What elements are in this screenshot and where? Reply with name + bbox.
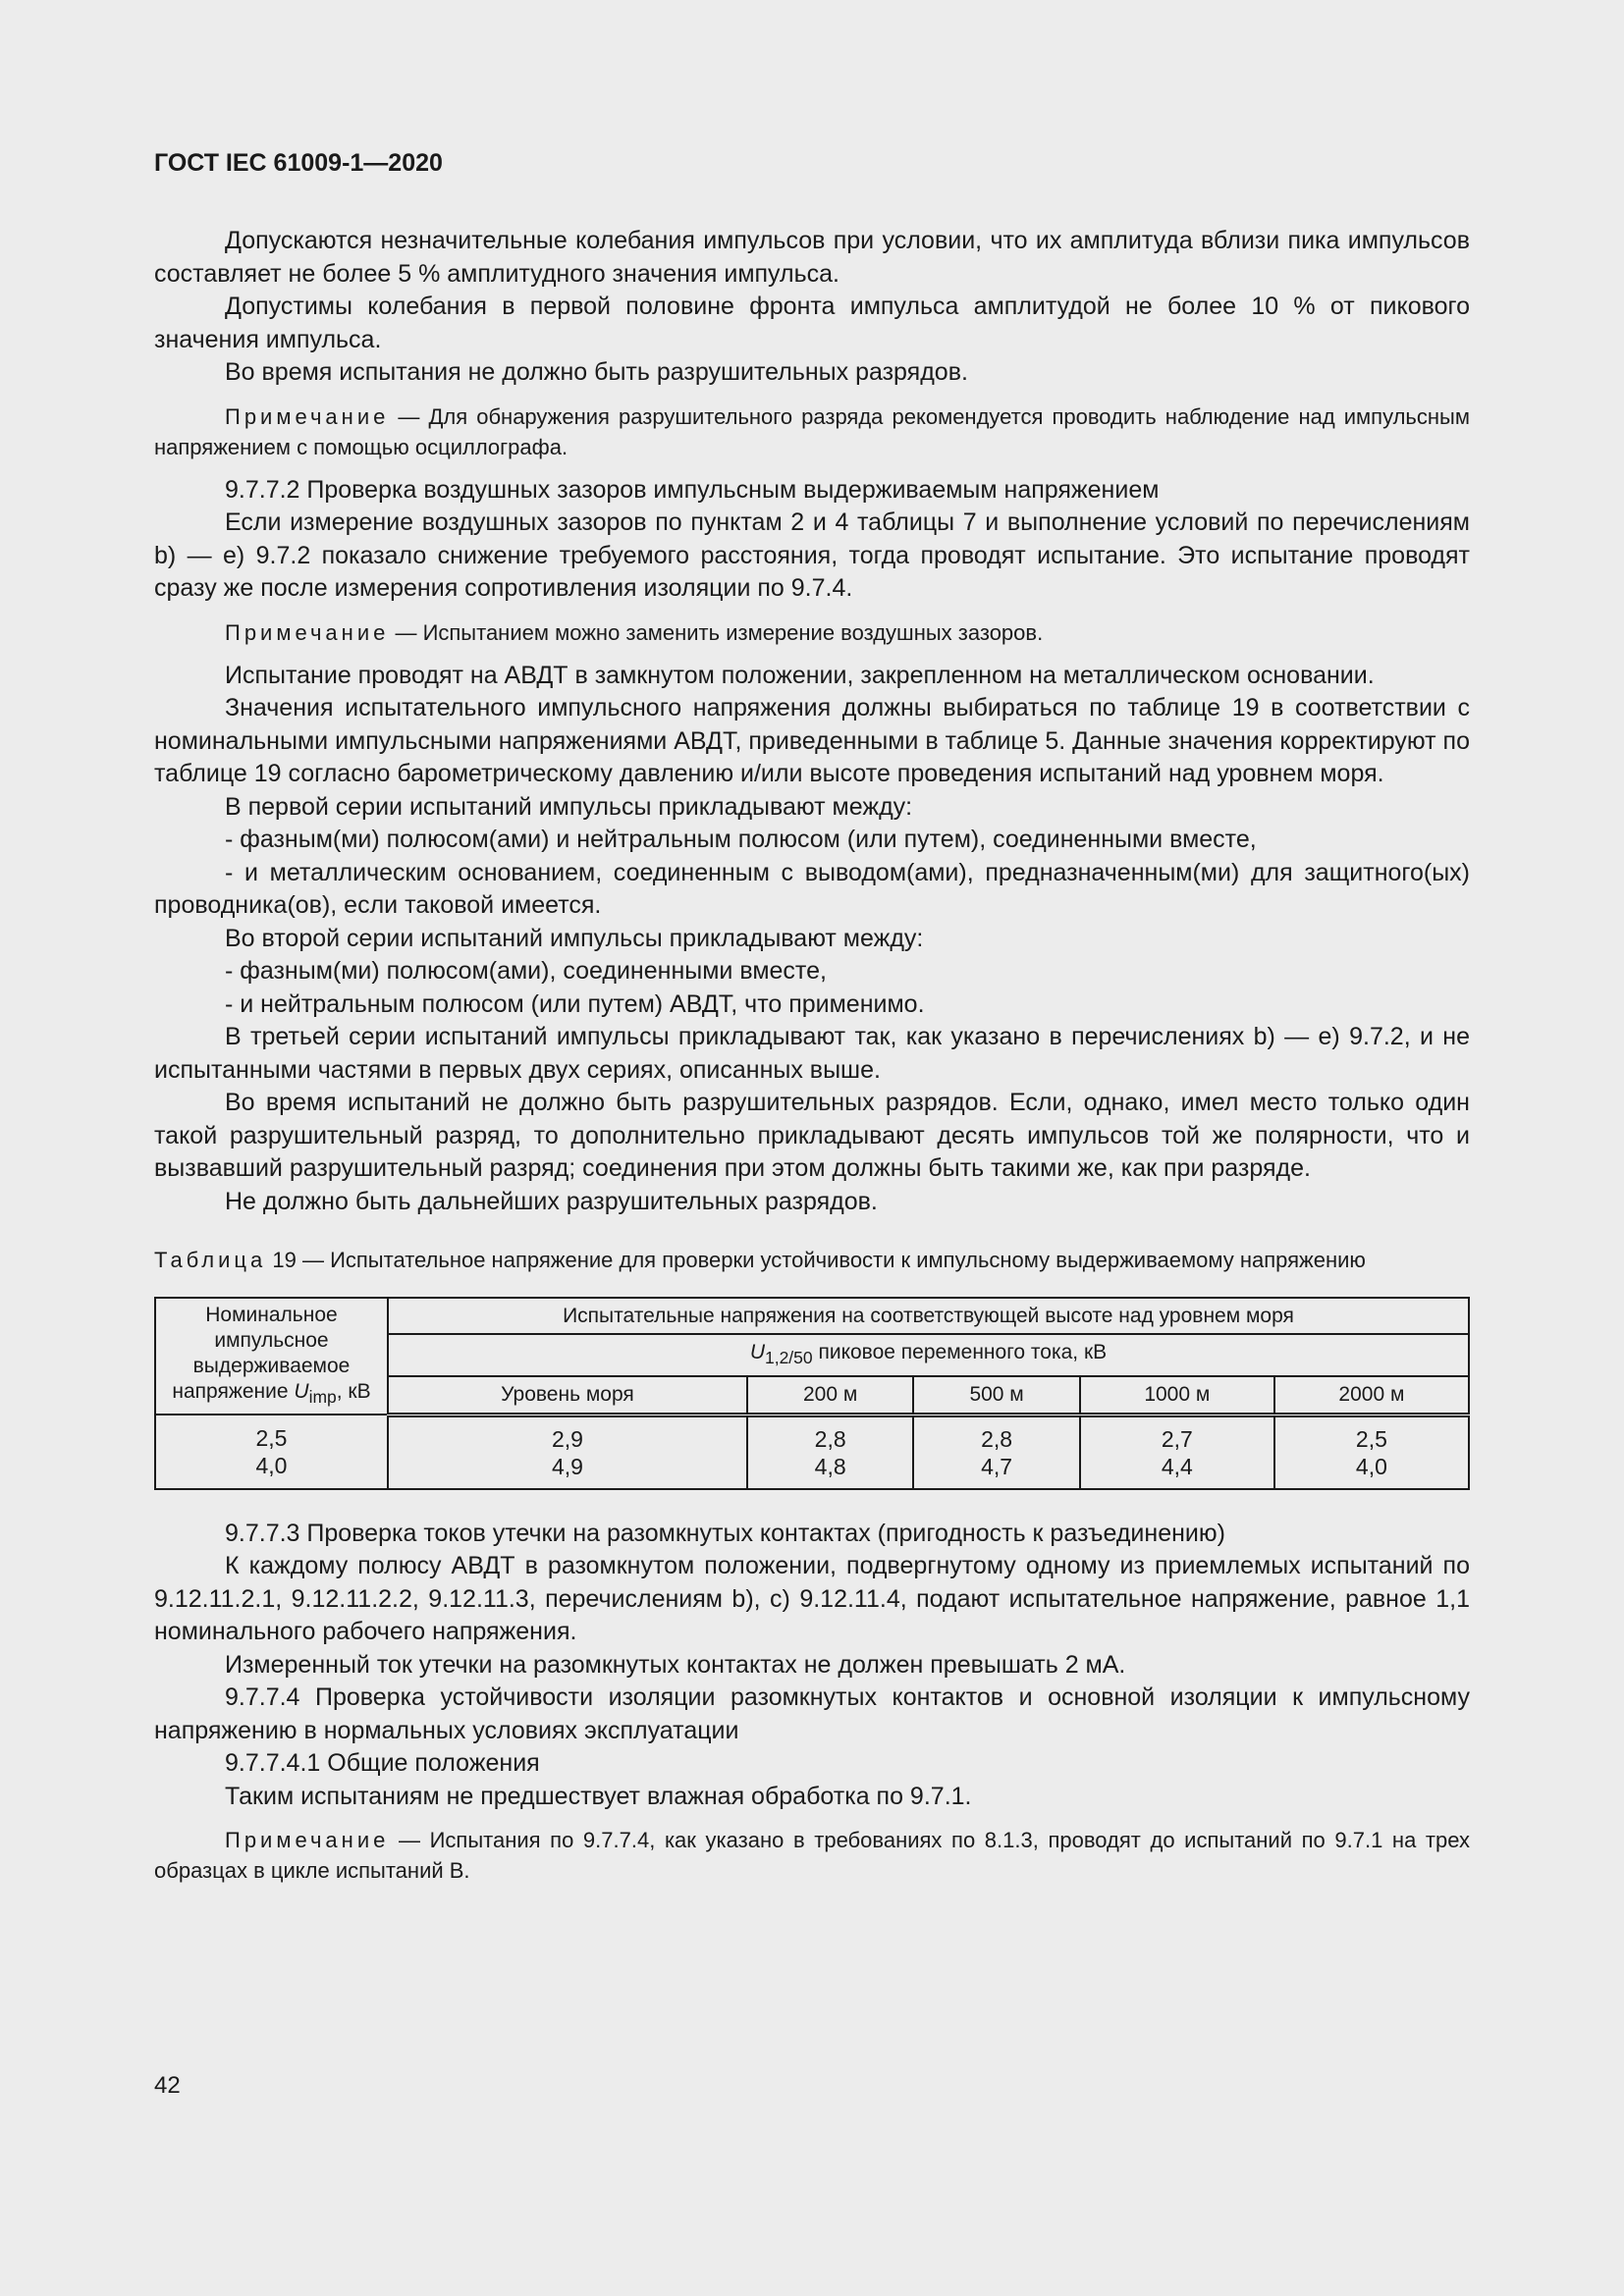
paragraph: Во время испытания не должно быть разрушительных разрядов.	[225, 358, 968, 386]
note-dash: —	[389, 403, 429, 429]
test-voltage-table	[154, 1297, 1470, 1490]
note-text: Испытания по 9.7.7.4, как указано в требованиях по 8.1.3, проводят до испытаний по 9.7.1 на трех образцах в цикле испытаний В.	[154, 1828, 1470, 1884]
list-item: - и нейтральным полюсом (или путем) АВДТ, что применимо.	[225, 989, 925, 1018]
row-header-symbol: U	[294, 1380, 309, 1403]
note-label: Примечание	[225, 403, 390, 429]
list-item: - фазным(ми) полюсом(ами), соединенными вместе,	[225, 957, 827, 985]
paragraph: Испытание проводят на АВДТ в замкнутом положении, закрепленном на металлическом основании.	[225, 661, 1375, 689]
page-number: 42	[154, 2072, 181, 2099]
table-cell: 2,9 4,9	[388, 1415, 747, 1489]
table-caption-label: Таблица	[154, 1248, 267, 1272]
section-heading: 9.7.7.4.1 Общие положения	[225, 1749, 540, 1778]
note-label: Примечание	[225, 1828, 390, 1853]
section-heading: 9.7.7.2 Проверка воздушных зазоров импульсным выдерживаемым напряжением	[225, 475, 1160, 504]
row-header-text: Номинальное импульсное выдерживаемое напряжение	[172, 1304, 351, 1403]
row-header-unit: , кВ	[336, 1380, 371, 1403]
paragraph: Значения испытательного импульсного напряжения должны выбираться по таблице 19 в соответствии с номинальными импульсными напряжениями АВДТ, приведенными в таблице 5. Данные значения корректируют по таблице 19 согласно барометрическому давлению и/или высоте проведения испытаний над уровнем моря.	[154, 694, 1470, 787]
table-caption	[154, 1246, 1470, 1275]
paragraph: В третьей серии испытаний импульсы прикладывают так, как указано в перечислениях b) — e) 9.7.2, и не испытанными частями в первых двух сериях, описанных выше.	[154, 1023, 1470, 1084]
column-header: 2000 м	[1274, 1376, 1469, 1415]
subgroup-header-cell	[388, 1334, 1469, 1376]
section-heading: 9.7.7.4 Проверка устойчивости изоляции разомкнутых контактов и основной изоляции к импульсному напряжению в нормальных условиях эксплуатации	[154, 1683, 1470, 1744]
column-header: Уровень моря	[388, 1376, 747, 1415]
body-text	[154, 225, 1470, 1897]
note	[154, 1825, 1470, 1886]
list-item: - фазным(ми) полюсом(ами) и нейтральным полюсом (или путем), соединенными вместе,	[225, 826, 1257, 853]
paragraph: Во время испытаний не должно быть разрушительных разрядов. Если, однако, имел место только один такой разрушительный разряд, то дополнительно прикладывают десять импульсов той же полярности, что и вызвавший разрушительный разряд; соединения при этом должны быть такими же, как при разряде.	[154, 1089, 1470, 1182]
after-table-block	[154, 1518, 1470, 1887]
subgroup-subscript: 1,2/50	[764, 1348, 813, 1368]
paragraph: Если измерение воздушных зазоров по пунктам 2 и 4 таблицы 7 и выполнение условий по перечислениям b) — e) 9.7.2 показало снижение требуемого расстояния, тогда проводят испытание. Это испытание проводят сразу же после измерения сопротивления изоляции по 9.7.4.	[154, 508, 1470, 602]
paragraph: Во второй серии испытаний импульсы прикладывают между:	[225, 924, 924, 952]
list-item: - и металлическим основанием, соединенным с выводом(ами), предназначенным(ми) для защитного(ых) проводника(ов), если таковой имеется.	[154, 858, 1470, 919]
table-cell: 2,7 4,4	[1080, 1415, 1274, 1489]
paragraph: В первой серии испытаний импульсы прикладывают между:	[225, 792, 913, 821]
table-caption-text: 19 — Испытательное напряжение для проверки устойчивости к импульсному выдерживаемому напряжению	[266, 1248, 1366, 1272]
paragraph: Таким испытаниям не предшествует влажная обработка по 9.7.1.	[225, 1782, 972, 1810]
table-cell: 2,8 4,8	[747, 1415, 913, 1489]
table-row	[155, 1415, 1469, 1489]
subgroup-symbol: U	[749, 1341, 765, 1364]
note-dash: —	[389, 619, 423, 645]
table-cell: 2,5 4,0	[155, 1415, 388, 1489]
table-cell: 2,8 4,7	[913, 1415, 1079, 1489]
row-header-subscript: imp	[308, 1387, 337, 1408]
note-label: Примечание	[225, 619, 390, 645]
note-text: Испытанием можно заменить измерение воздушных зазоров.	[422, 619, 1044, 645]
document-code-header: ГОСТ IEC 61009-1—2020	[154, 149, 443, 177]
column-header: 500 м	[913, 1376, 1079, 1415]
group-header-cell: Испытательные напряжения на соответствующей высоте над уровнем моря	[388, 1298, 1469, 1334]
paragraph: Допустимы колебания в первой половине фронта импульса амплитудой не более 10 % от пикового значения импульса.	[154, 293, 1470, 353]
note	[154, 401, 1470, 462]
note	[154, 617, 1470, 648]
paragraph: Допускаются незначительные колебания импульсов при условии, что их амплитуда вблизи пика импульсов составляет не более 5 % амплитудного значения импульса.	[154, 227, 1470, 288]
note-text: Для обнаружения разрушительного разряда рекомендуется проводить наблюдение над импульсным напряжением с помощью осциллографа.	[154, 403, 1470, 459]
subgroup-text: пиковое переменного тока, кВ	[812, 1341, 1108, 1364]
note-dash: —	[389, 1828, 430, 1853]
column-header: 200 м	[747, 1376, 913, 1415]
paragraph: Измеренный ток утечки на разомкнутых контактах не должен превышать 2 мА.	[225, 1650, 1126, 1679]
section-heading: 9.7.7.3 Проверка токов утечки на разомкнутых контактах (пригодность к разъединению)	[225, 1519, 1225, 1547]
column-header: 1000 м	[1080, 1376, 1274, 1415]
row-header-cell	[155, 1298, 388, 1415]
paragraph: Не должно быть дальнейших разрушительных разрядов.	[225, 1187, 878, 1215]
paragraph: К каждому полюсу АВДТ в разомкнутом положении, подвергнутому одному из приемлемых испытаний по 9.12.11.2.1, 9.12.11.2.2, 9.12.11.3, перечислениям b), c) 9.12.11.4, подают испытательное напряжение, равное 1,1 номинального рабочего напряжения.	[154, 1552, 1470, 1646]
table-cell: 2,5 4,0	[1274, 1415, 1469, 1489]
